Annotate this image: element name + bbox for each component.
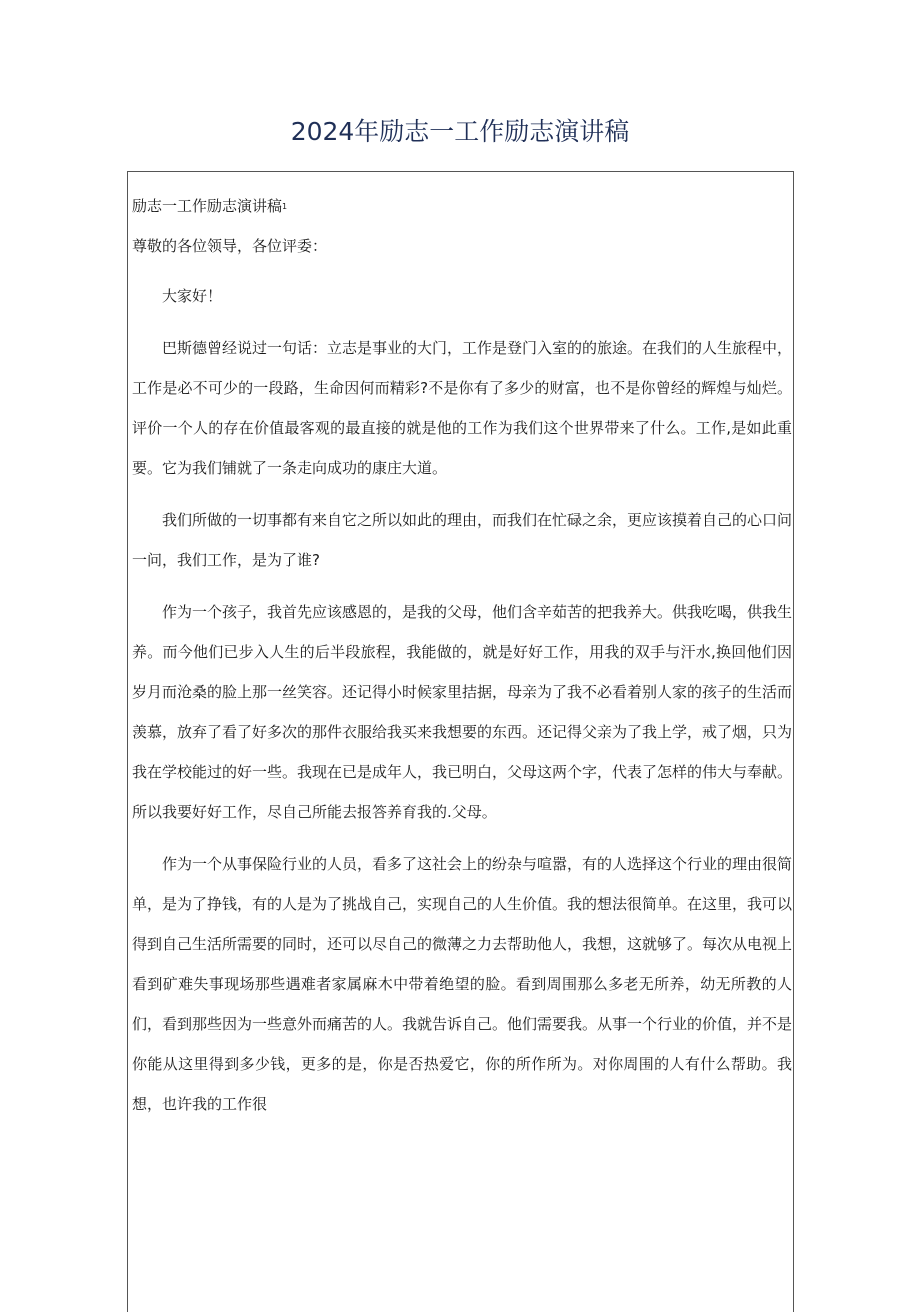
document-subtitle [132,186,792,226]
document-title: 2024年励志一工作励志演讲稿 [290,117,630,146]
paragraph-parents: 作为一个孩子，我首先应该感恩的，是我的父母，他们含辛茹苦的把我养大。供我吃喝，供我生养。而今他们已步入人生的后半段旅程，我能做的，就是好好工作，用我的双手与汗水,换回他们因岁月而沧桑的脸上那一丝笑容。还记得小时候家里拮据，母亲为了我不必看着别人家的孩子的生活而羡慕，放弃了看了好多次的那件衣服给我买来我想要的东西。还记得父亲为了我上学，戒了烟，只为我在学校能过的好一些。我现在已是成年人，我已明白，父母这两个字，代表了怎样的伟大与奉献。所以我要好好工作，尽自己所能去报答养育我的.父母。 [132,603,793,821]
document-body [132,186,792,1136]
subtitle-text: 励志一工作励志演讲稿 [132,197,283,215]
paragraph-greeting: 大家好！ [162,287,223,305]
paragraph-pasteur-quote: 巴斯德曾经说过一句话：立志是事业的大门，工作是登门入室的的旅途。在我们的人生旅程中，工作是必不可少的一段路，生命因何而精彩?不是你有了多少的财富，也不是你曾经的辉煌与灿烂。评价一个人的存在价值最客观的最直接的就是他的工作为我们这个世界带来了什么。工作,是如此重要。它为我们铺就了一条走向成功的康庄大道。 [132,339,793,477]
subtitle-mark: 1 [282,202,288,211]
paragraph-insurance: 作为一个从事保险行业的人员，看多了这社会上的纷杂与喧嚣，有的人选择这个行业的理由很简单，是为了挣钱，有的人是为了挑战自己，实现自己的人生价值。我的想法很简单。在这里，我可以得到自己生活所需要的同时，还可以尽自己的微薄之力去帮助他人，我想，这就够了。每次从电视上看到矿难失事现场那些遇难者家属麻木中带着绝望的脸。看到周围那么多老无所养，幼无所教的人们，看到那些因为一些意外而痛苦的人。我就告诉自己。他们需要我。从事一个行业的价值，并不是你能从这里得到多少钱，更多的是，你是否热爱它，你的所作所为。对你周围的人有什么帮助。我想，也许我的工作很 [132,855,793,1113]
paragraph-why-work: 我们所做的一切事都有来自它之所以如此的理由，而我们在忙碌之余，更应该摸着自己的心口问一问，我们工作，是为了谁? [132,511,793,569]
salutation: 尊敬的各位领导，各位评委： [132,237,328,255]
